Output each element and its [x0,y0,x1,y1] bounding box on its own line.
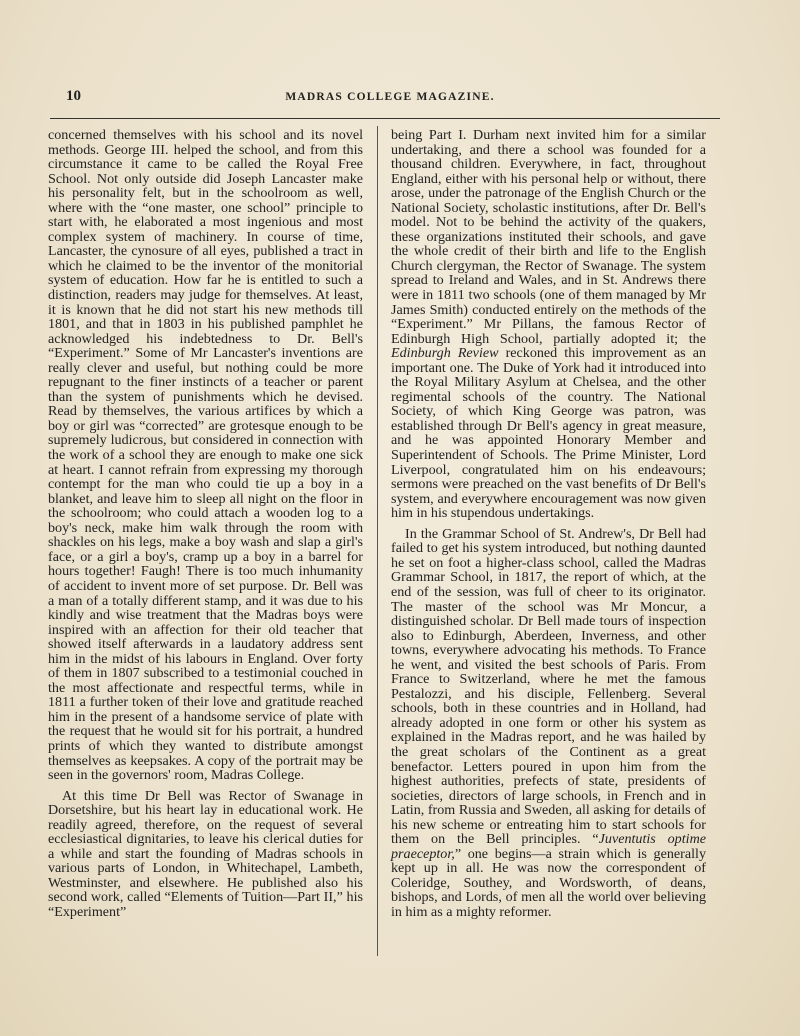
right-p2-text-b: ” one begins—a strain which is generally kept up in all. He was now the correspondent of Coleridge, Southey, and Wordsworth, of deans, bishops, and Lords, of men all the world over believing in him as a mighty reformer. [391,845,706,920]
right-p1-text-b: reckoned this improvement as an important one. The Duke of York had it introduced into the Royal Military Asylum at Chelsea, and the other regimental schools of the country. The National Society, of which King George was patron, was established through Dr Bell's agency in great measure, and he was appointed Honorary Member and Superintendent of Schools. The Prime Minister, Lord Liverpool, congratulated him on his endeavours; sermons were preached on the vast benefits of Dr Bell's system, and everywhere encouragement was now given him in his stupendous undertakings. [391,345,706,522]
right-p2-text-a: In the Grammar School of St. Andrew's, Dr Bell had failed to get his system introduced, but nothing daunted he set on foot a higher-class school, called the Madras Grammar School, in 1817, the report of which, at the end of the session, was full of cheer to its originator. The master of the school was Mr Moncur, a distinguished scholar. Dr Bell made tours of inspection also to Edinburgh, Aberdeen, Inverness, and other towns, everywhere advocating his methods. To France he went, and visited the best schools of Paris. From France to Switzerland, where he met the famous Pestalozzi, and his disciple, Fellenberg. Several schools, both in these countries and in Holland, had already adopted in one form or other his system as explained in the Madras report, and he was hailed by the great scholars of the Continent as a great benefactor. Letters poured in upon him from the highest authorities, prefects of state, presidents of societies, directors of large schools, in French and in Latin, from Russia and Sweden, all asking for details of his new scheme or entreating him to start schools for them on the Bell principles. “ [391,525,706,848]
running-title: MADRAS COLLEGE MAGAZINE. [285,91,495,103]
left-paragraph-2: At this time Dr Bell was Rector of Swanage in Dorsetshire, but his heart lay in educational work. He readily agreed, therefore, on the request of several ecclesiastical dignitaries, to leave his clerical duties for a while and start the founding of Madras schools in various parts of London, in Whitechapel, Lambeth, Westminster, and elsewhere. He published also his second work, called “Elements of Tuition—Part II,” his “Experiment” [48,787,363,920]
right-p1-text-a: being Part I. Durham next invited him for a similar undertaking, and there a school was founded for a thousand children. Everywhere, in fact, throughout England, either with his personal help or without, there arose, under the patronage of the English Church or the National Society, scholastic institutions, after Dr. Bell's model. Not to be behind the activity of the quakers, these organizations instituted their schools, and gave the whole credit of their birth and life to the English Church clergyman, the Rector of Swanage. The system spread to Ireland and Wales, and in St. Andrews there were in 1811 two schools (one of them managed by Mr James Smith) conducted entirely on the methods of the “Experiment.” Mr Pillans, the famous Rector of Edinburgh High School, partially adopted it; the [391,127,706,347]
page-number: 10 [66,88,81,104]
left-column [48,128,363,920]
latin-quote: Juventutis optime praeceptor, [391,831,706,862]
right-paragraph-2 [391,527,706,920]
header-rule [50,118,720,119]
left-paragraph-1: concerned themselves with his school and its novel methods. George III. helped the school, and from this circumstance it came to be called the Royal Free School. Not only outside did Joseph Lancaster make his personality felt, but in the schoolroom as well, where with the “one master, one school” principle to start with, he elaborated a most ingenious and most complex system of machinery. In course of time, Lancaster, the cynosure of all eyes, published a tract in which he claimed to be the inventor of the monitorial system of education. How far he is entitled to such a distinction, readers may judge for themselves. At least, it is known that he did not start his new methods till 1801, and that in 1803 in his published pamphlet he acknowledged his indebtedness to Dr. Bell's “Experiment.” Some of Mr Lancaster's inventions are really clever and useful, but nothing could be more repugnant to the finer instincts of a teacher or parent than the system of punishments which he devised. Read by themselves, the various artifices by which a boy or girl was “corrected” are grotesque enough to be supremely ludicrous, but considered in connection with the work of a school they are enough to make one sick at heart. I cannot refrain from expressing my thorough contempt for the man who could tie up a boy in a blanket, and leave him to sleep all night on the floor in the schoolroom; who could attach a wooden log to a boy's neck, make him walk through the room with shackles on his legs, make a boy wash and slap a girl's face, or a girl a boy's, cramp up a boy in a barrel for hours together! Faugh! There is too much inhumanity of accident to invent more of set purpose. Dr. Bell was a man of a totally different stamp, and it was due to his kindly and wise treatment that the Madras boys were inspired with an affection for their old teacher that showed itself afterwards in a laudatory address sent him in the midst of his labours in England. Over forty of them in 1807 subscribed to a testimonial couched in the most affectionate and respectful terms, while in 1811 a further token of their love and gratitude reached him in the present of a handsome service of plate with the request that he would sit for his portrait, a hundred prints of which they wanted to distribute amongst themselves as keepsakes. A copy of the portrait may be seen in the governors' room, Madras College. [48,127,363,784]
right-column [391,128,706,920]
column-divider [377,126,378,956]
edinburgh-review-title: Edinburgh Review [391,345,499,362]
page-header [60,88,720,108]
right-paragraph-1 [391,128,706,521]
